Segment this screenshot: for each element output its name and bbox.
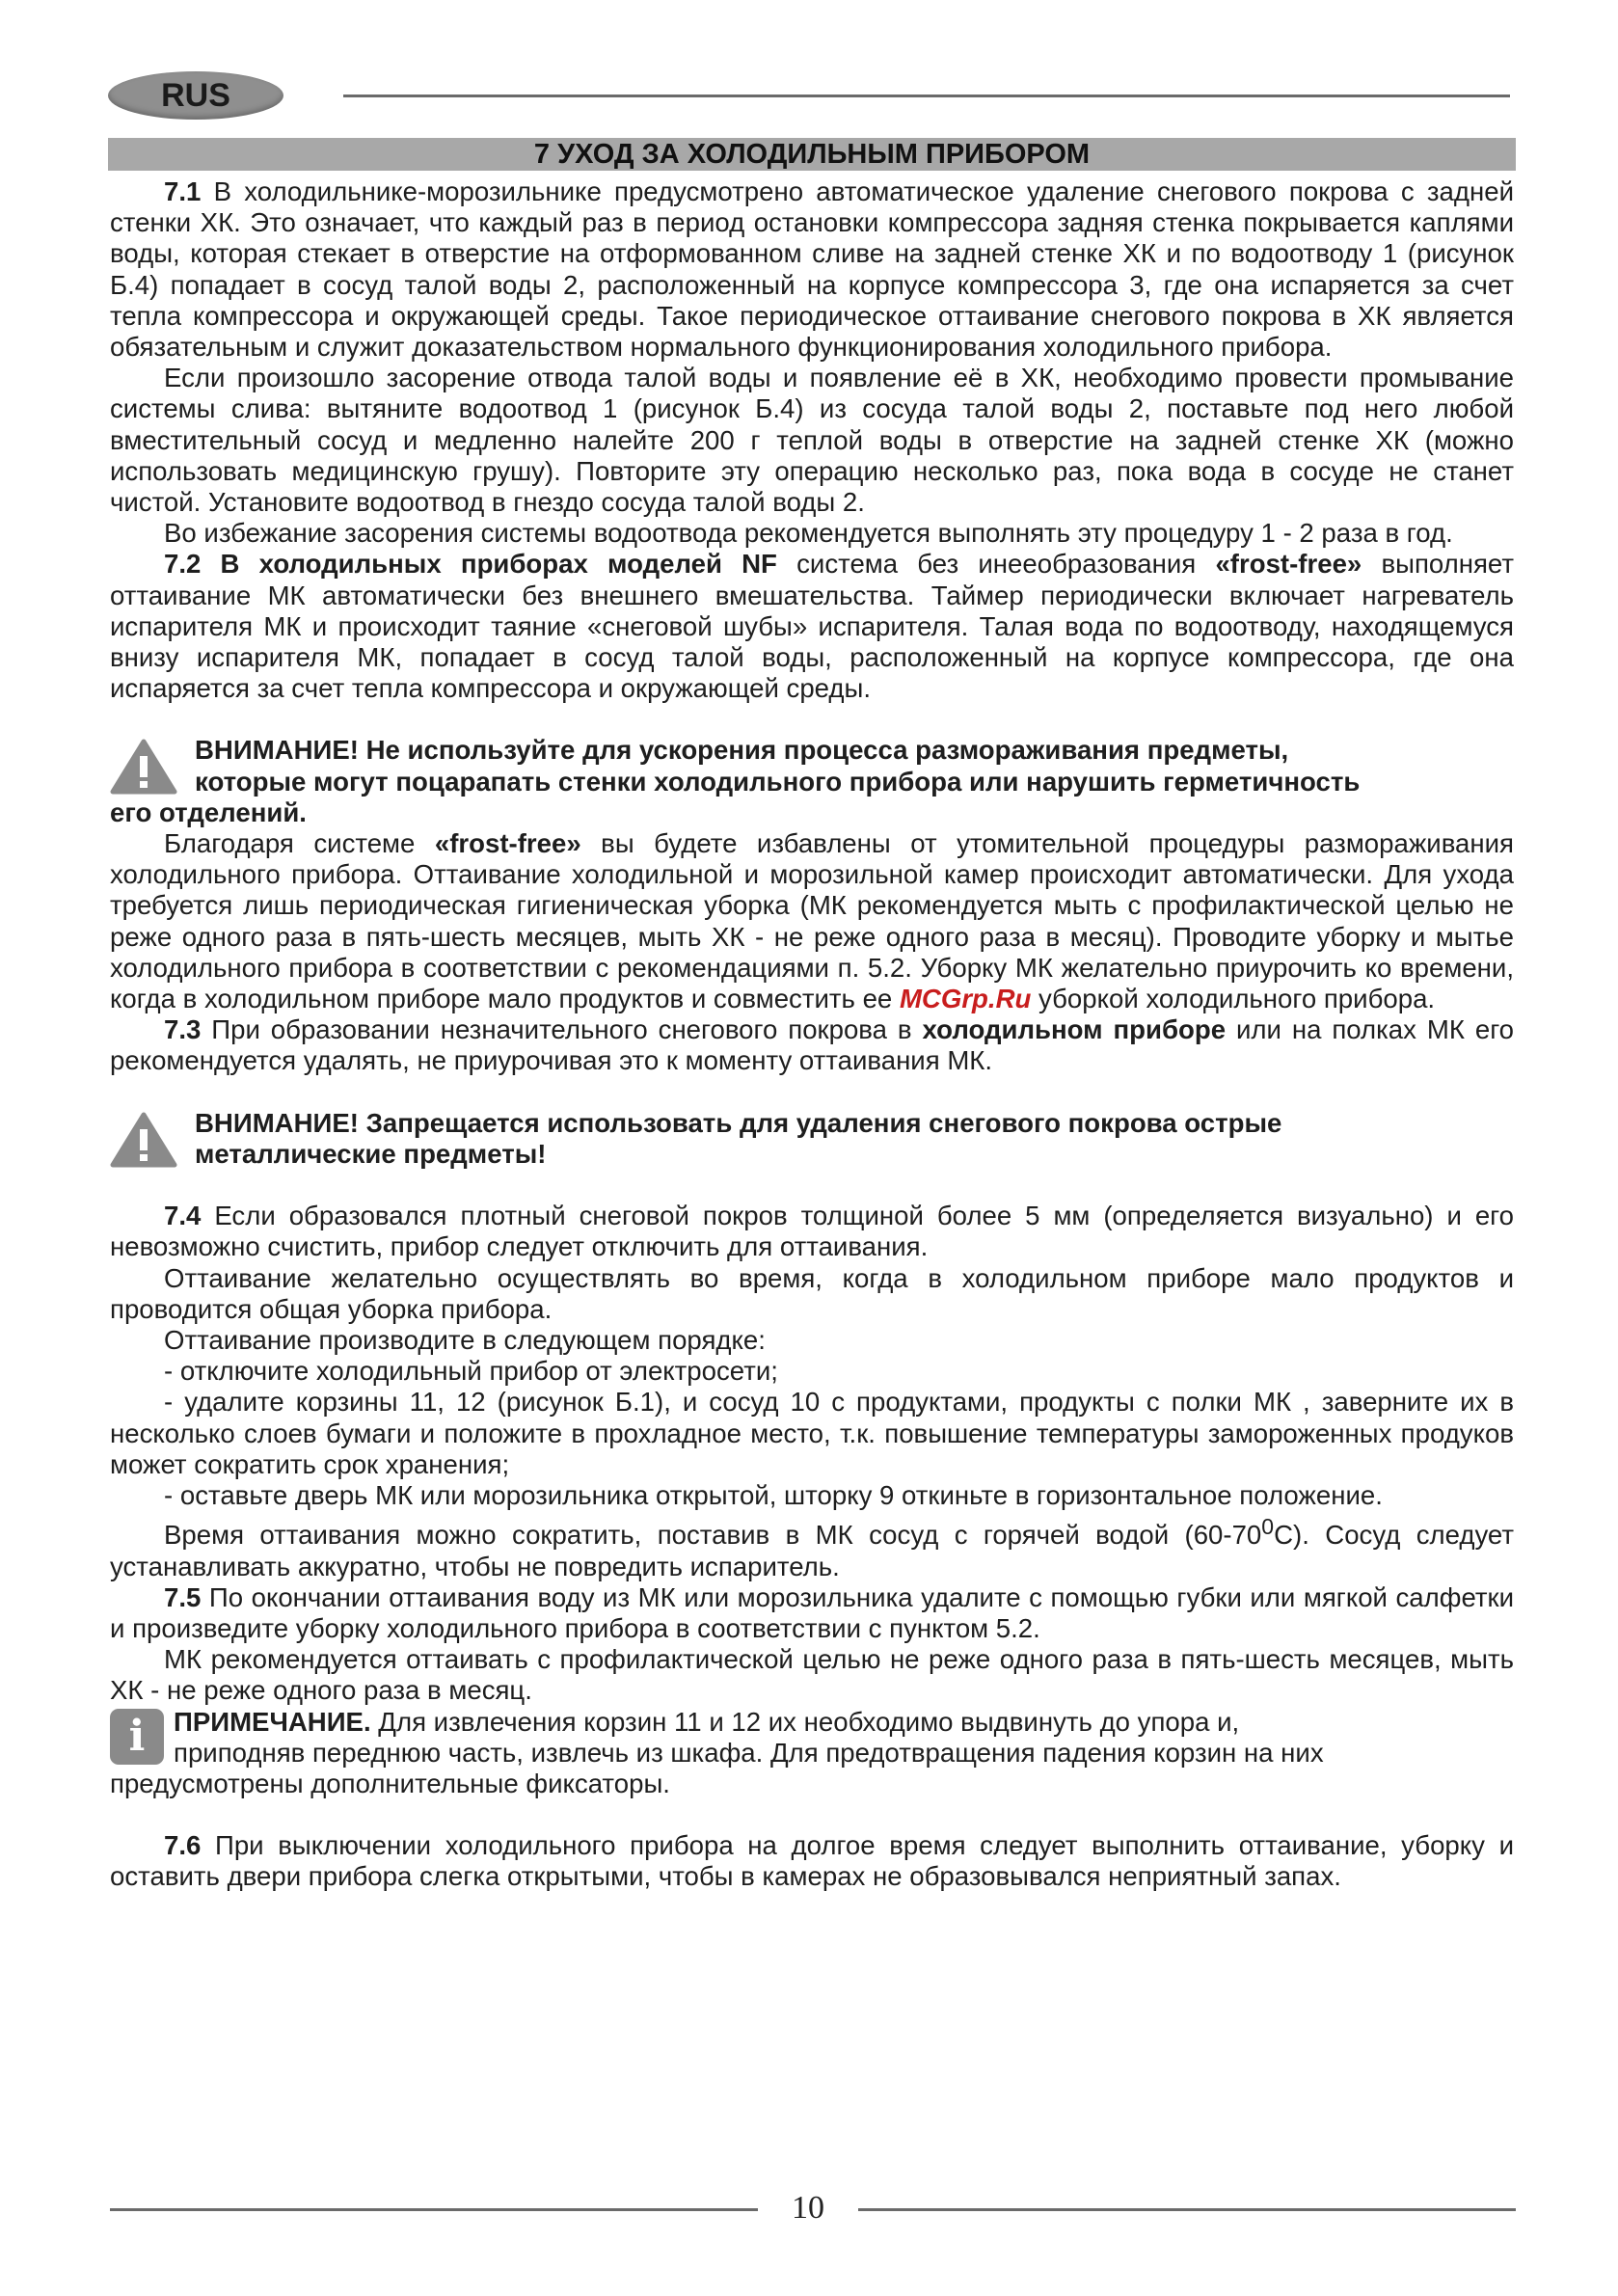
paragraph-text: При образовании незначительного снегового покрова в — [201, 1014, 923, 1045]
warning-block-1 — [110, 735, 1514, 828]
paragraph-text: вы будете избавлены от утомительной процедуры размораживания холодильного прибора. Оттаивание холодильной и морозильной камер происходит автоматически. Для ухода требуется лишь периодическая гигиеническая уборка (МК рекомендуется мыть с профилактической целью не реже одного раза в пять-шесть месяцев, мыть ХК - не реже одного раза в месяц). Проводите уборку и мытье холодильного прибора в соответствии с рекомендациями п. 5.2. Уборку МК желательно приурочить ко времени, когда в холодильном приборе мало продуктов и совместить ее — [110, 828, 1514, 1014]
paragraph-text: Время оттаивания можно сократить, поставив в МК сосуд с горячей водой (60-70 — [164, 1520, 1262, 1551]
paragraph-lead: 7.2 В холодильных приборах моделей NF — [164, 549, 777, 580]
info-icon: i — [110, 1709, 164, 1765]
header-rule — [343, 95, 1510, 97]
paragraph-text: С). Сосуд следует устанавливать аккуратно, чтобы не повредить испаритель. — [110, 1520, 1514, 1581]
warning-triangle-icon — [110, 739, 177, 795]
paragraph-7-2 — [110, 549, 1514, 704]
language-badge: RUS — [108, 71, 283, 120]
paragraph-7-6 — [110, 1830, 1514, 1892]
paragraph-text: По окончании оттаивания воду из МК или морозильника удалите с помощью губки или мягкой салфетки и произведите уборку холодильного прибора в соответствии с пунктом 5.2. — [110, 1581, 1514, 1643]
footer-rule — [858, 2208, 1516, 2211]
paragraph-bold: холодильном приборе — [922, 1014, 1227, 1045]
warning-line: его отделений. — [110, 797, 307, 827]
section-title: 7 УХОД ЗА ХОЛОДИЛЬНЫМ ПРИБОРОМ — [108, 138, 1516, 171]
paragraph-clogging: Если произошло засорение отвода талой воды и появление её в ХК, необходимо провести промывание системы слива: вытяните водоотвод 1 (рисунок Б.4) из сосуда талой воды 2, поставьте под него любой вместительный сосуд и медленно налейте 200 г теплой воды в отверстие на задней стенке ХК (можно использовать медицинскую грушу). Повторите эту операцию несколько раз, пока вода в сосуде не станет чистой. Установите водоотвод в гнездо сосуда талой воды 2. — [110, 363, 1514, 518]
note-line: Для извлечения корзин 11 и 12 их необходимо выдвинуть до упора и, — [370, 1706, 1240, 1737]
list-item: - удалите корзины 11, 12 (рисунок Б.1), и сосуд 10 с продуктами, продукты с полки МК , заверните их в несколько слоев бумаги и положите в прохладное место, т.к. повышение температуры замороженных продуков может сократить срок хранения; — [110, 1387, 1514, 1479]
paragraph-prevention: Во избежание засорения системы водоотвода рекомендуется выполнять эту процедуру 1 - 2 раза в год. — [164, 518, 1453, 549]
note-line: приподняв переднюю часть, извлечь из шкафа. Для предотвращения падения корзин на них — [174, 1737, 1324, 1768]
paragraph-text: Благодаря системе — [164, 828, 435, 859]
list-item: - отключите холодильный прибор от электросети; — [164, 1356, 778, 1387]
paragraph-number: 7.6 — [164, 1830, 202, 1861]
paragraph-reduce-time — [110, 1511, 1514, 1582]
paragraph-order: Оттаивание производите в следующем порядке: — [164, 1324, 766, 1355]
note-block — [110, 1707, 1514, 1800]
paragraph-text: выполняет оттаивание МК автоматически без внешнего вмешательства. Таймер периодически включает нагреватель испарителя МК и происходит таяние «снеговой шубы» испарителя. Талая вода по водоотводу, находящемуся внизу испарителя МК, попадает в сосуд талой воды, расположенный на корпусе компрессора, где она испаряется за счет тепла компрессора и окружающей среды. — [110, 549, 1514, 704]
paragraph-text: Если образовался плотный снеговой покров толщиной более 5 мм (определяется визуально) и его невозможно счистить, прибор следует отключить для оттаивания. — [110, 1201, 1514, 1262]
warning-line: которые могут поцарапать стенки холодильного прибора или нарушить герметичность — [195, 766, 1361, 797]
paragraph-text: или на полках МК его рекомендуется удалять, не приурочивая это к моменту оттаивания МК. — [110, 1014, 1515, 1076]
paragraph-number: 7.5 — [164, 1581, 202, 1612]
warning-line: ВНИМАНИЕ! Не используйте для ускорения процесса размораживания предметы, — [195, 735, 1289, 766]
warning-line: ВНИМАНИЕ! Запрещается использовать для удаления снегового покрова острые — [195, 1107, 1282, 1138]
paragraph-7-5 — [110, 1582, 1514, 1644]
paragraph-7-4 — [110, 1201, 1514, 1262]
frost-free-term: «frost-free» — [434, 828, 581, 859]
paragraph-text: В холодильнике-морозильнике предусмотрено автоматическое удаление снегового покрова с задней стенки ХК. Это означает, что каждый раз в период остановки компрессора задняя стенка покрывается каплями воды, которая стекает в отверстие на отформованном сливе на задней стенке ХК и по водоотводу 1 (рисунок Б.4) попадает в сосуд талой воды 2, расположенный на корпусе компрессора 3, где она испаряется за счет тепла компрессора и окружающей среды. Такое периодическое оттаивание снегового покрова в ХК является обязательным и служит доказательством нормального функционирования холодильного прибора. — [110, 176, 1514, 363]
paragraph-number: 7.3 — [164, 1014, 202, 1045]
warning-line: металлические предметы! — [195, 1138, 547, 1169]
page-number: 10 — [792, 2190, 824, 2226]
paragraph-7-3 — [110, 1014, 1514, 1076]
paragraph-frost-free — [110, 828, 1514, 1014]
paragraph-mk: МК рекомендуется оттаивать с профилактической целью не реже одного раза в пять-шесть месяцев, мыть ХК - не реже одного раза в месяц. — [110, 1644, 1514, 1706]
watermark: MCGrp.Ru — [899, 984, 1032, 1014]
paragraph-text: система без инееобразования — [776, 549, 1216, 580]
warning-triangle-icon — [110, 1112, 177, 1168]
note-label: ПРИМЕЧАНИЕ. — [174, 1706, 371, 1737]
paragraph-text: уборкой холодильного прибора. — [1031, 984, 1436, 1014]
paragraph-text: При выключении холодильного прибора на долгое время следует выполнить оттаивание, уборку и оставить двери прибора слегка открытыми, чтобы в камерах не образовывался неприятный запах. — [110, 1830, 1514, 1892]
note-line: предусмотрены дополнительные фиксаторы. — [110, 1768, 670, 1798]
frost-free-term: «frost-free» — [1215, 549, 1362, 580]
document-body — [110, 176, 1514, 1893]
warning-block-2 — [110, 1108, 1514, 1170]
paragraph-7-1 — [110, 176, 1514, 363]
degree-superscript: 0 — [1261, 1514, 1275, 1540]
paragraph-number: 7.1 — [164, 176, 202, 206]
footer-rule — [110, 2208, 758, 2211]
paragraph-defrost-time: Оттаивание желательно осуществлять во время, когда в холодильном приборе мало продуктов и проводится общая уборка прибора. — [110, 1262, 1514, 1324]
list-item: - оставьте дверь МК или морозильника открытой, шторку 9 откиньте в горизонтальное положение. — [164, 1479, 1383, 1510]
paragraph-number: 7.4 — [164, 1201, 202, 1231]
